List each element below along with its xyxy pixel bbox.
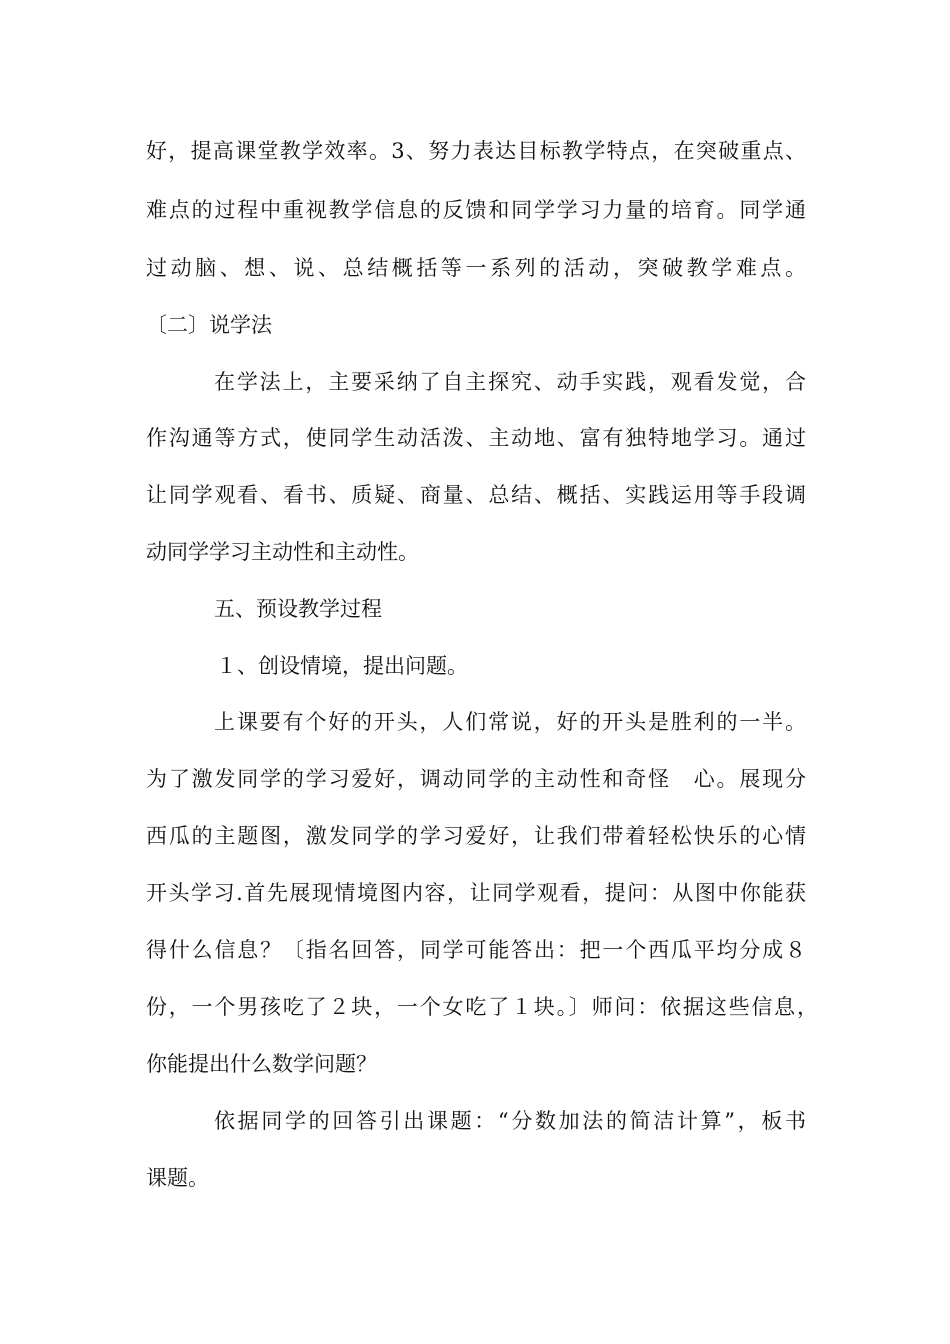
text-line: 动同学学习主动性和主动性。: [146, 540, 419, 564]
text-line: 在学法上，主要采纳了自主探究、动手实践，观看发觉，合: [214, 370, 806, 394]
text-line: 你能提出什么数学问题？: [146, 1052, 377, 1076]
text-line: 西瓜的主题图，激发同学的学习爱好，让我们带着轻松快乐的心情: [146, 824, 806, 848]
subsection-heading: １、创设情境，提出问题。: [216, 654, 468, 678]
text-line: 为了激发同学的学习爱好，调动同学的主动性和奇怪 心。展现分: [146, 767, 806, 791]
text-line: 依据同学的回答引出课题：“分数加法的简洁计算”，板书: [214, 1109, 806, 1133]
text-line: 难点的过程中重视教学信息的反馈和同学学习力量的培育。同学通: [146, 198, 806, 222]
text-line: 过动脑、想、说、总结概括等一系列的活动，突破教学难点。: [146, 256, 806, 280]
text-line: 得什么信息？〔指名回答，同学可能答出：把一个西瓜平均分成８: [146, 938, 806, 962]
text-line: 课题。: [146, 1166, 209, 1190]
section-heading: 五、预设教学过程: [214, 597, 382, 621]
text-line: 好，提高课堂教学效率。3、努力表达目标教学特点，在突破重点、: [146, 139, 806, 163]
text-line: 开头学习.首先展现情境图内容，让同学观看，提问：从图中你能获: [146, 881, 806, 905]
text-line: 作沟通等方式，使同学生动活泼、主动地、富有独特地学习。通过: [146, 426, 806, 450]
text-line: 份，一个男孩吃了２块，一个女吃了１块。〕师问：依据这些信息，: [146, 995, 818, 1019]
text-line: 让同学观看、看书、质疑、商量、总结、概括、实践运用等手段调: [146, 483, 806, 507]
text-line: 上课要有个好的开头，人们常说，好的开头是胜利的一半。: [214, 710, 806, 734]
section-heading: 〔二〕说学法: [146, 313, 272, 337]
